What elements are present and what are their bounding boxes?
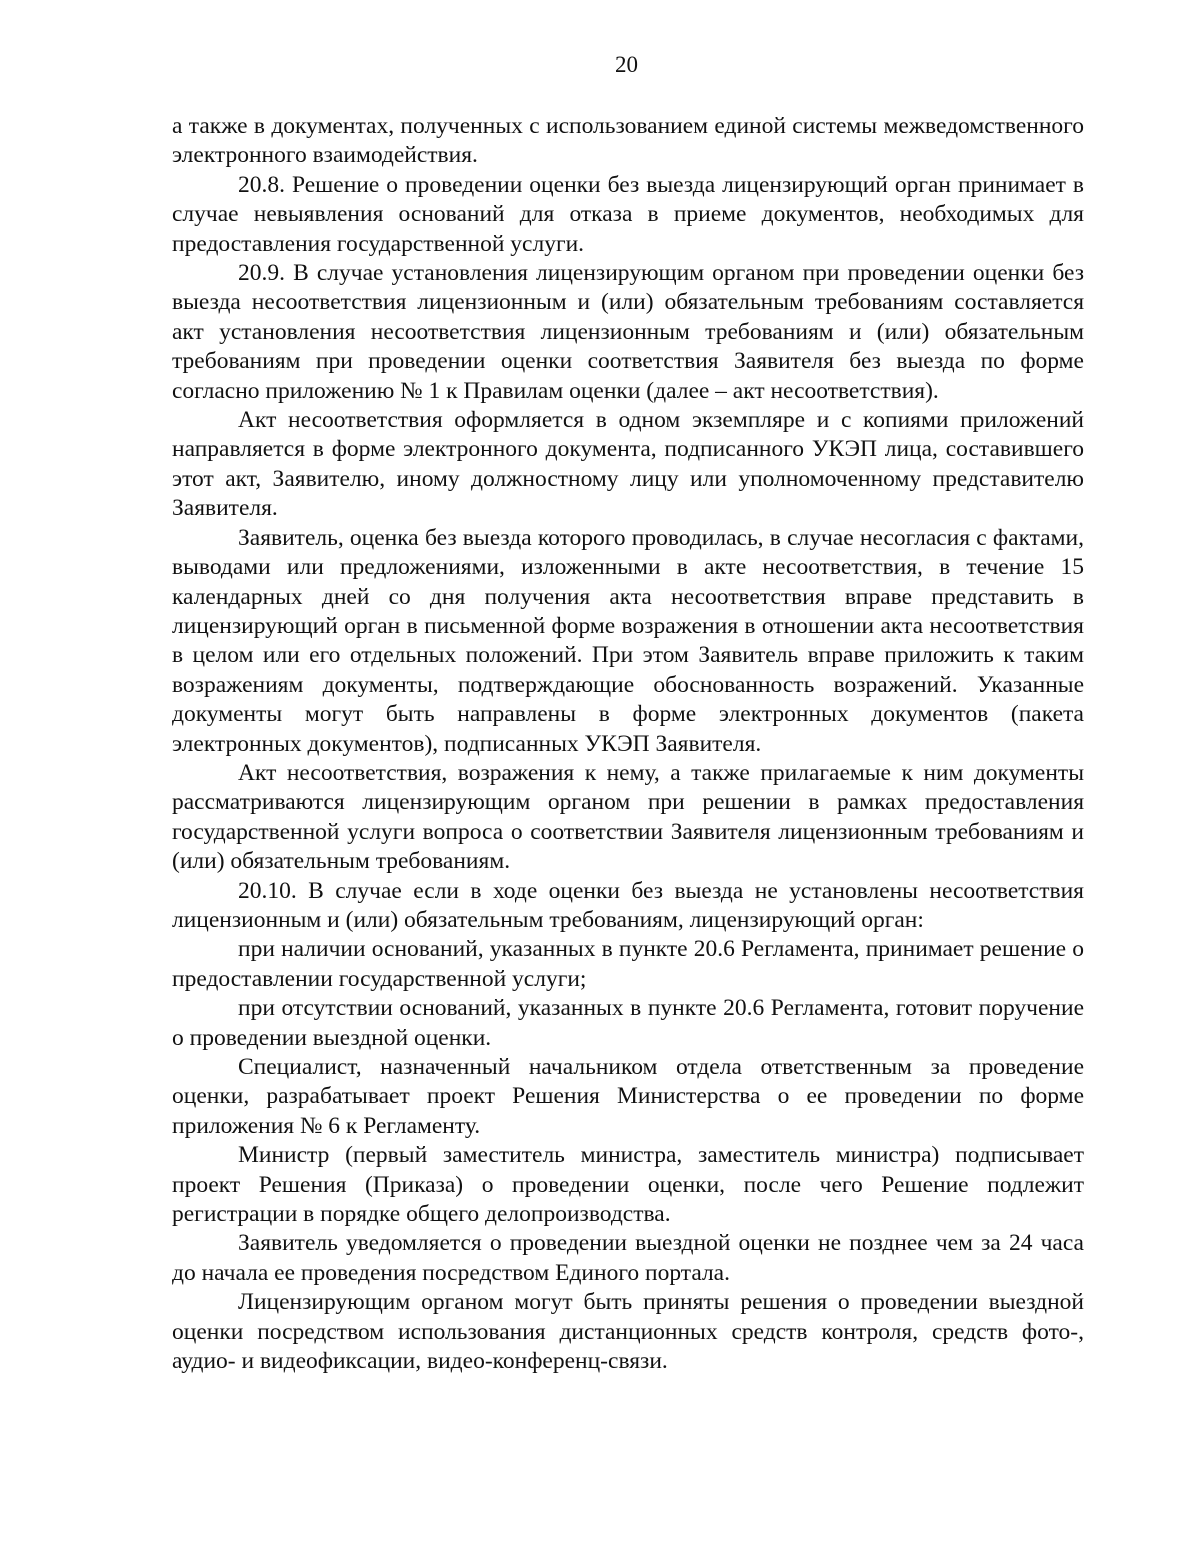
paragraph-grounds-absent: при отсутствии оснований, указанных в пункте 20.6 Регламента, готовит поручение о проведении выездной оценки. [172,995,1084,1051]
page-number: 20 [615,52,638,77]
paragraph-continuation: а также в документах, полученных с использованием единой системы межведомственного электронного взаимодействия. [172,113,1084,169]
paragraph-grounds-present: при наличии оснований, указанных в пункте 20.6 Регламента, принимает решение о предоставлении государственной услуги; [172,936,1084,992]
paragraph-specialist: Специалист, назначенный начальником отдела ответственным за проведение оценки, разрабатывает проект Решения Министерства о ее проведении по форме приложения № 6 к Регламенту. [172,1054,1084,1139]
paragraph-20-10: 20.10. В случае если в ходе оценки без выезда не установлены несоответствия лицензионным и (или) обязательным требованиям, лицензирующий орган: [172,877,1084,933]
paragraph-20-9: 20.9. В случае установления лицензирующим органом при проведении оценки без выезда несоответствия лицензионным и (или) обязательным требованиям составляется акт установления несоответствия лицензионным требованиям и (или) обязательным требованиям при проведении оценки соответствия Заявителя без выезда по форме согласно приложению № 1 к Правилам оценки (далее – акт несоответствия). [172,260,1084,404]
paragraph-act-execution: Акт несоответствия оформляется в одном экземпляре и с копиями приложений направляется в форме электронного документа, подписанного УКЭП лица, составившего этот акт, Заявителю, иному должностному лицу или уполномоченному представителю Заявителя. [172,407,1084,522]
paragraph-minister: Министр (первый заместитель министра, заместитель министра) подписывает проект Решения (Приказа) о проведении оценки, после чего Решение подлежит регистрации в порядке общего делопроизводства. [172,1142,1084,1228]
paragraph-remote-assessment: Лицензирующим органом могут быть приняты решения о проведении выездной оценки посредством использования дистанционных средств контроля, средств фото-, аудио- и видеофиксации, видео-конференц-связи. [172,1289,1084,1375]
paragraph-notification: Заявитель уведомляется о проведении выездной оценки не позднее чем за 24 часа до начала ее проведения посредством Единого портала. [172,1230,1084,1286]
paragraph-20-8: 20.8. Решение о проведении оценки без выезда лицензирующий орган принимает в случае невыявления оснований для отказа в приеме документов, необходимых для предоставления государственной услуги. [172,171,1084,257]
paragraph-act-review: Акт несоответствия, возражения к нему, а также прилагаемые к ним документы рассматриваются лицензирующим органом при решении в рамках предоставления государственной услуги вопроса о соответствии Заявителя лицензионным требованиям и (или) обязательным требованиям. [172,759,1084,875]
document-body [172,112,1084,1376]
paragraph-objections: Заявитель, оценка без выезда которого проводилась, в случае несогласия с фактами, выводами или предложениями, изложенными в акте несоответствия, в течение 15 календарных дней со дня получения акта несоответствия вправе представить в лицензирующий орган в письменной форме возражения в отношении акта несоответствия в целом или его отдельных положений. При этом Заявитель вправе приложить к таким возражениям документы, подтверждающие обоснованность возражений. Указанные документы могут быть направлены в форме электронных документов (пакета электронных документов), подписанных УКЭП Заявителя. [172,524,1084,757]
